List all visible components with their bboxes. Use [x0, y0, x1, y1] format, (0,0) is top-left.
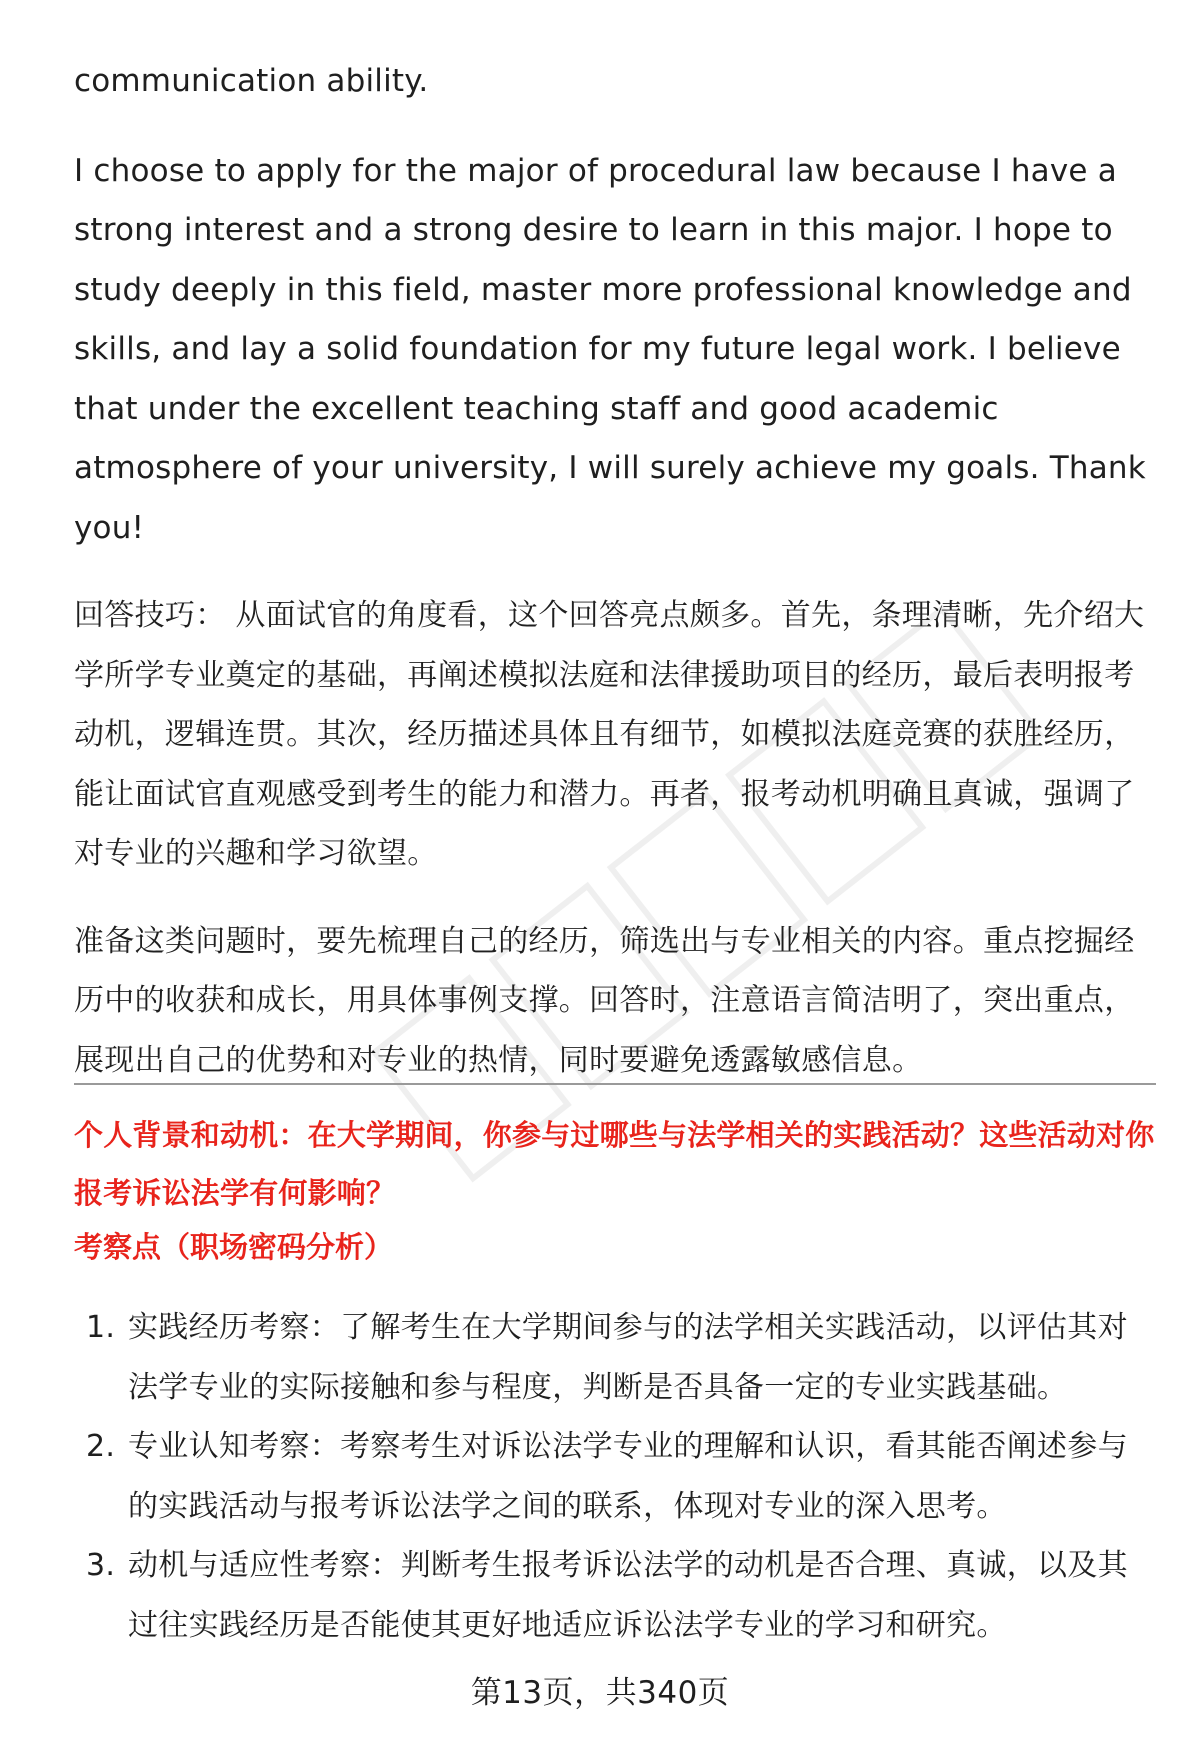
list-item [74, 1536, 1156, 1655]
answer-tips-paragraph: 回答技巧： 从面试官的角度看，这个回答亮点颇多。首先，条理清晰，先介绍大学所学专业奠定的基础，再阐述模拟法庭和法律援助项目的经历，最后表明报考动机，逻辑连贯。其次，经历描述具体且有细节，如模拟法庭竞赛的获胜经历，能让面试官直观感受到考生的能力和潜力。再者，报考动机明确且真诚，强调了对专业的兴趣和学习欲望。 [74, 598, 1145, 871]
list-item-number: 3. [86, 1548, 116, 1583]
page-number-footer: 第13页，共340页 [470, 1675, 730, 1711]
assessment-points-list [74, 1298, 1156, 1655]
list-item-number: 1. [86, 1310, 116, 1345]
paragraph-continuation: communication ability. [74, 63, 429, 99]
prep-advice-paragraph: 准备这类问题时，要先梳理自己的经历，筛选出与专业相关的内容。重点挖掘经历中的收获和成长，用具体事例支撑。回答时，注意语言简洁明了，突出重点，展现出自己的优势和对专业的热情，同时要避免透露敏感信息。 [74, 923, 1135, 1078]
list-item-text: 专业认知考察：考察考生对诉讼法学专业的理解和认识，看其能否阐述参与的实践活动与报考诉讼法学之间的联系，体现对专业的深入思考。 [128, 1429, 1128, 1524]
assessment-points-heading: 考察点（职场密码分析） [74, 1230, 394, 1264]
list-item [74, 1417, 1156, 1536]
paragraph-motivation: I choose to apply for the major of procedural law because I have a strong interest and a strong desire to learn in this major. I hope to study deeply in this field, master more professional knowledge and skills, and lay a solid foundation for my future legal work. I believe that under the excellent teaching staff and good academic atmosphere of your university, I will surely achieve my goals. Thank you! [74, 152, 1146, 546]
body-content [74, 52, 1154, 1090]
list-item-text: 实践经历考察：了解考生在大学期间参与的法学相关实践活动，以评估其对法学专业的实际接触和参与程度，判断是否具备一定的专业实践基础。 [128, 1310, 1128, 1405]
question-heading: 个人背景和动机：在大学期间，你参与过哪些与法学相关的实践活动？这些活动对你报考诉讼法学有何影响？ [74, 1118, 1155, 1210]
list-item-number: 2. [86, 1429, 116, 1464]
list-item-text: 动机与适应性考察：判断考生报考诉讼法学的动机是否合理、真诚，以及其过往实践经历是否能使其更好地适应诉讼法学专业的学习和研究。 [128, 1548, 1128, 1643]
section-divider [74, 1083, 1156, 1085]
list-item [74, 1298, 1156, 1417]
